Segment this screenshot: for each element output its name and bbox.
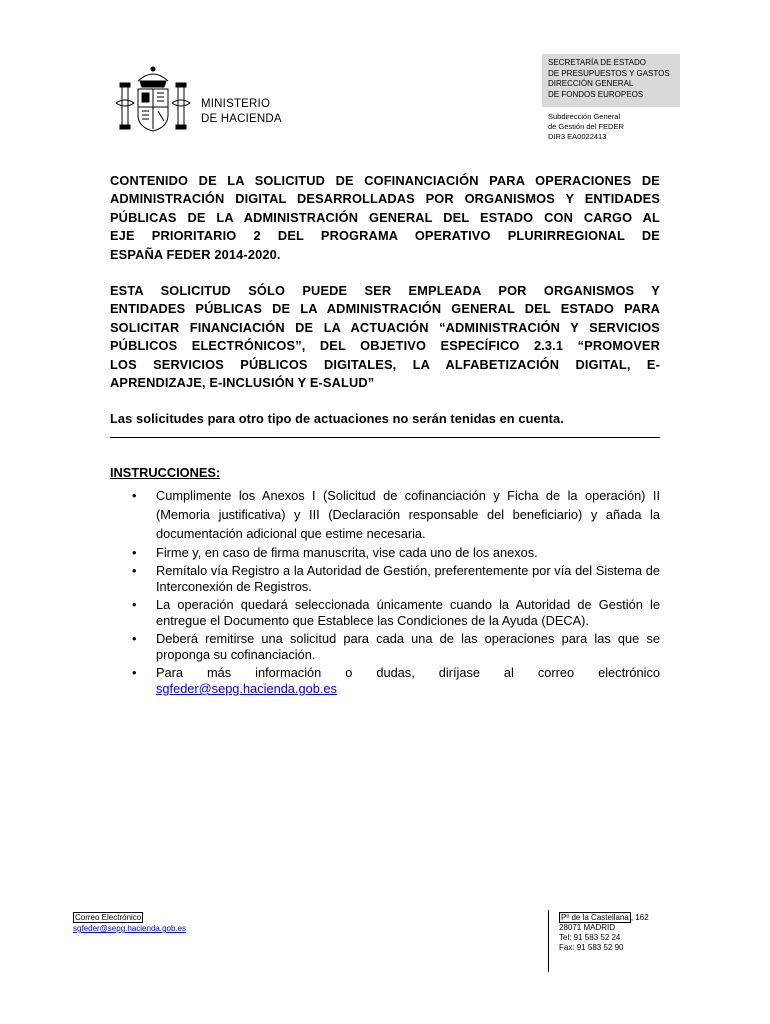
rejection-note: Las solicitudes para otro tipo de actuaciones no serán tenidas en cuenta.	[110, 411, 564, 426]
bullet-icon: •	[132, 488, 137, 503]
footer-divider	[548, 910, 549, 972]
subdireccion-line: de Gestión del FEDER	[548, 121, 624, 131]
secretaria-line: DE PRESUPUESTOS Y GASTOS	[548, 68, 670, 78]
notice-line: ENTIDADES PÚBLICAS DE LA ADMINISTRACIÓN GENERAL DEL ESTADO PARA	[110, 301, 660, 317]
notice-line: LOS SERVICIOS PÚBLICOS DIGITALES, LA ALFABETIZACIÓN DIGITAL, E-	[110, 356, 660, 372]
instruction-text: La operación quedará seleccionada únicamente cuando la Autoridad de Gestión le entregue el Documento que Establece las Condiciones de la Ayuda (DECA).	[156, 597, 660, 628]
bullet-icon: •	[132, 597, 137, 612]
bullet-icon: •	[132, 665, 137, 680]
street-name: Pº de la Castellana	[561, 913, 629, 922]
notice-line: APRENDIZAJE, E-INCLUSIÓN Y E-SALUD”	[110, 375, 375, 391]
subdireccion-line: DIR3 EA0022413	[548, 131, 607, 141]
footer-address	[559, 913, 649, 953]
title-line: ESPAÑA FEDER 2014-2020.	[110, 246, 281, 262]
notice-line: SOLICITAR FINANCIACIÓN DE LA ACTUACIÓN “ADMINISTRACIÓN Y SERVICIOS	[110, 319, 660, 335]
instruction-text: Firme y, en caso de firma manuscrita, vise cada uno de los anexos.	[156, 545, 538, 560]
subdireccion-block	[548, 112, 624, 141]
notice-line: PÚBLICOS ELECTRÓNICOS”, DEL OBJETIVO ESPECÍFICO 2.3.1 “PROMOVER	[110, 338, 660, 354]
secretaria-line: SECRETARÍA DE ESTADO	[548, 58, 646, 67]
title-line: PÚBLICAS DE LA ADMINISTRACIÓN GENERAL DEL ESTADO CON CARGO AL	[110, 209, 660, 225]
coat-of-arms-logo	[114, 63, 192, 137]
usage-restriction-notice	[110, 282, 660, 392]
instruction-text: Deberá remitirse una solicitud para cada una de las operaciones para las que se proponga su cofinanciación.	[156, 631, 660, 662]
secretaria-line: DE FONDOS EUROPEOS	[548, 89, 644, 99]
fax-number: Fax: 91 583 52 90	[559, 943, 624, 952]
ministry-name	[201, 97, 282, 127]
list-item	[110, 631, 660, 663]
list-item	[110, 545, 660, 561]
notice-line: ESTA SOLICITUD SÓLO PUEDE SER EMPLEADA POR ORGANISMOS Y	[110, 283, 660, 298]
address-city: 28071 MADRID	[559, 923, 616, 932]
instructions-heading: INSTRUCCIONES:	[110, 465, 221, 480]
title-line: ADMINISTRACIÓN DIGITAL DESARROLLADAS POR ORGANISMOS Y ENTIDADES	[110, 191, 660, 207]
list-item	[110, 665, 660, 697]
contact-email-link[interactable]: sgfeder@sepg.hacienda.gob.es	[156, 681, 337, 696]
instruction-text: Cumplimente los Anexos I (Solicitud de cofinanciación y Ficha de la operación) II (Memoria justificativa) y III (Declaración responsable del beneficiario) y añada la documentación adicional que estime necesaria.	[156, 488, 660, 541]
bullet-icon: •	[132, 545, 137, 560]
footer-contact	[73, 913, 186, 934]
bullet-icon: •	[132, 631, 137, 646]
subdireccion-line: Subdirección General	[548, 112, 621, 121]
list-item	[110, 563, 660, 595]
list-item	[110, 486, 660, 543]
footer-email-link[interactable]: sgfeder@sepg.hacienda.gob.es	[73, 924, 187, 933]
secretaria-box	[542, 54, 680, 107]
instructions-list	[110, 486, 660, 699]
divider	[110, 437, 660, 438]
instruction-text: Para más información o dudas, diríjase al correo electrónico	[156, 665, 660, 680]
title-line: EJE PRIORITARIO 2 DEL PROGRAMA OPERATIVO PLURIRREGIONAL DE	[110, 228, 660, 244]
instruction-text: Remítalo vía Registro a la Autoridad de Gestión, preferentemente por vía del Sistema de Interconexión de Registros.	[156, 563, 660, 594]
street-number: , 162	[630, 913, 649, 922]
document-title	[110, 172, 660, 264]
list-item	[110, 597, 660, 629]
secretaria-line: DIRECCIÓN GENERAL	[548, 79, 634, 89]
email-label: Correo Electrónico	[75, 913, 142, 922]
ministry-line: MINISTERIO	[201, 98, 271, 110]
address-street	[559, 913, 649, 923]
phone-number: Tel: 91 583 52 24	[559, 933, 621, 942]
bullet-icon: •	[132, 563, 137, 578]
ministry-line: DE HACIENDA	[201, 113, 282, 125]
title-line: CONTENIDO DE LA SOLICITUD DE COFINANCIACIÓN PARA OPERACIONES DE	[110, 173, 660, 188]
